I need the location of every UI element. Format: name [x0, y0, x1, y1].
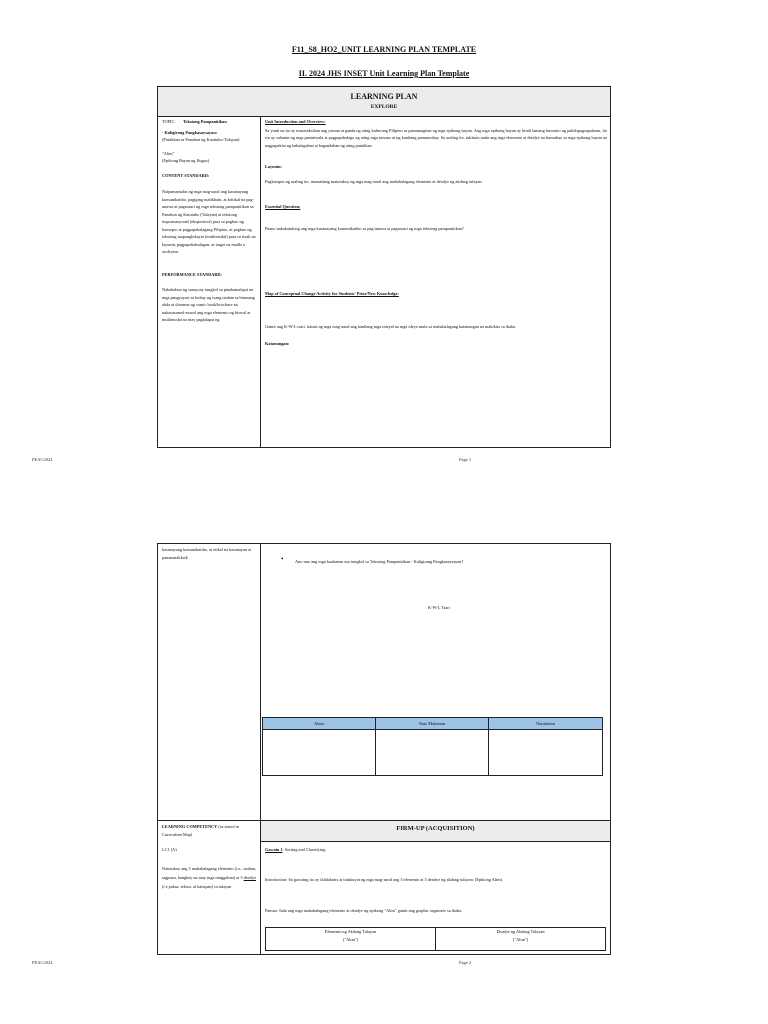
firm-up-header: FIRM-UP (ACQUISITION): [396, 825, 475, 832]
layunin-text: Pagkatapos ng araling ito, inaasahang matutukoy ng mga mag-aaral ang mahahalagang elemento at detalye ng akdang tulayan.: [265, 178, 483, 184]
intro-text: Sa yunit na ito ay masasaksihan ang yaman at ganda ng ating kulturang Pilipino sa pamamagitan ng mga epikong bayan. Ang mga epikong bayan ay hindi lamang kuwento ng pakikipagsapalaran, ito rin ay salamin ng mga paniniwala at pagpapahalaga ng ating mga ninuno at ng kanilang pamumuhay. Sa araling ito, tuklasin natin ang mga elemento at detalye na bumubuo sa mga epikong bayan na nagpapakita ng kahalagahan at kagandahan ng ating panitikan.: [265, 127, 607, 148]
organizer-col-detalye: Detalye ng Akdang Tulayan ("Alim"): [496, 929, 545, 942]
kwl-header-alam: Alam: [262, 717, 376, 730]
page1-footer-left: PEAC2024: [32, 457, 53, 462]
kwl-table: [262, 717, 603, 776]
page2-footer-center: Page 2: [459, 960, 472, 965]
lc-code: LC1 (A): [162, 847, 177, 852]
content-standard-label: CONTENT STANDARD:: [162, 172, 210, 178]
organizer-col-elemento: Elemento ng Akdang Tulayan ("Alim"): [266, 928, 436, 950]
bullet-question: Ano-ano ang mga kaalaman mo tungkol sa Tekstong Pampanitikan - Kaligirang Pangkasaysayan?: [295, 559, 464, 564]
learning-plan-table-page1: [157, 86, 611, 448]
lc-label: LEARNING COMPETENCY: [162, 824, 218, 829]
lc-label-rest: (as stated in Curriculum Map): [162, 824, 239, 837]
gawain-label: Gawain 1: [265, 847, 283, 852]
organizer-table: [265, 927, 606, 951]
kwl-cell-nais[interactable]: [376, 730, 489, 776]
learning-plan-header: [158, 87, 610, 117]
page1-subtitle: II. 2024 JHS INSET Unit Learning Plan Template: [298, 69, 470, 78]
content-standard-text: Naipamamalas ng mga mag-aaral ang kasanayang komunikatibo, pagiging malikhain, at kritikal na pag-unawa at pagsusuri ng mga tekstong pampanitikan sa Panahon ng Katutubo (Tulayan) at tekstong impormasyonal (ekspositori) para sa pagbuo ng konsepto at pagpapahalagang Pilipino, at pagbuo ng tekstong mapanghikayat (multimodal) para sa tiyak na layunin, pagpapakahulugan, at target na madla o awdiyens.: [162, 189, 256, 255]
topic-value: Tekstong Pampanitikan: [183, 119, 227, 124]
intro-heading: Unit Introduction and Overview:: [265, 119, 326, 124]
bullet-icon: •: [281, 555, 284, 563]
page1-footer-center: Page 1: [459, 457, 472, 462]
katanungan-label: Katanungan:: [265, 341, 290, 347]
map-text: Gamit ang K-W-L tsart, itatala ng mga mag-aaral ang kanilang mga inisyal na mga ideya mula sa mahahalagang katanungan na makikita sa ibaba.: [265, 323, 517, 329]
alim-paren: (Epikong Bayan ng Ifugao): [162, 158, 210, 164]
layunin-label: Layunin:: [265, 164, 282, 170]
lc-label-block: [162, 823, 256, 838]
kwl-title: K-W-L Tsart: [428, 605, 450, 610]
learning-plan-table-page2: [157, 543, 611, 955]
map-label: Map of Conceptual Change Activity for Students' Prior/New Knowledge:: [265, 291, 399, 297]
learning-plan-title: LEARNING PLAN: [350, 92, 418, 101]
lc-underline-word: detalye: [243, 875, 257, 881]
kwl-cell-alam[interactable]: [262, 730, 376, 776]
gawain-panuto: Panuto: Itala ang mga mahahalagang elemento at detalye ng epikong "Alim" gamit ang graphic organizer sa ibaba.: [265, 908, 463, 913]
gawain-intro: Introduction: Sa gawaing ito ay iklafalanis at tutukuyin ng mga mag-aaral ang 3 elemento at 3 detalye ng akdang tulayan. (Epikong Alim).: [265, 877, 504, 882]
essential-question-label: Essential Question:: [265, 204, 301, 210]
kwl-header-nais: Nais Malaman: [376, 717, 489, 730]
left-column: [162, 118, 256, 324]
performance-standard-label: PERFORMANCE STANDARD:: [162, 271, 222, 277]
gawain-line: Gawain 1: Sorting and Classifying: [265, 847, 326, 852]
page1-title: F11_S8_HO2_UNIT LEARNING PLAN TEMPLATE: [291, 45, 477, 54]
performance-standard-text: Nakabubuo ng sanaysay tungkol sa pinakamalapit na mga pangyayari sa buhay ng isang tauhan sa binasang akda at diorama ng comic book/brochure na nakasusunod-sunod ang mga elemento ng biswal at multimodal na may paglalapat ng: [162, 287, 255, 323]
lc-text: Natutukoy ang 3 mahahalagang elemento (i.e., tauhan, tagpuan, banghay na may mga tunggalian) at 3 detalye (i.e paksa, teksto, at kaisipan) sa tulayan: [162, 866, 257, 890]
right-column: [265, 118, 607, 348]
essential-question-text: Paano nakakatulong ang mga kasanayang komunikatibo sa pag-unawa at pagsusuri ng mga tekstong pampanitikan?: [265, 225, 464, 231]
kwl-header-natutuhan: Natutuhan: [489, 717, 603, 730]
topic-paren: (Panitikan sa Panahon ng Katutubo-Tulayan): [162, 137, 240, 143]
topic-label: TOPIC:: [162, 119, 176, 124]
alim-quote: "Alim": [162, 150, 175, 156]
left-continued-text: kasanayang komunikatibo, at etikal na kasanayan at panananaliksik: [162, 547, 252, 560]
kwl-cell-natutuhan[interactable]: [489, 730, 603, 776]
explore-label: EXPLORE: [370, 104, 398, 110]
topic-sub: - Kaligirang Pangkasaysayan:: [162, 129, 218, 135]
page2-footer-left: PEAC2024: [32, 960, 53, 965]
